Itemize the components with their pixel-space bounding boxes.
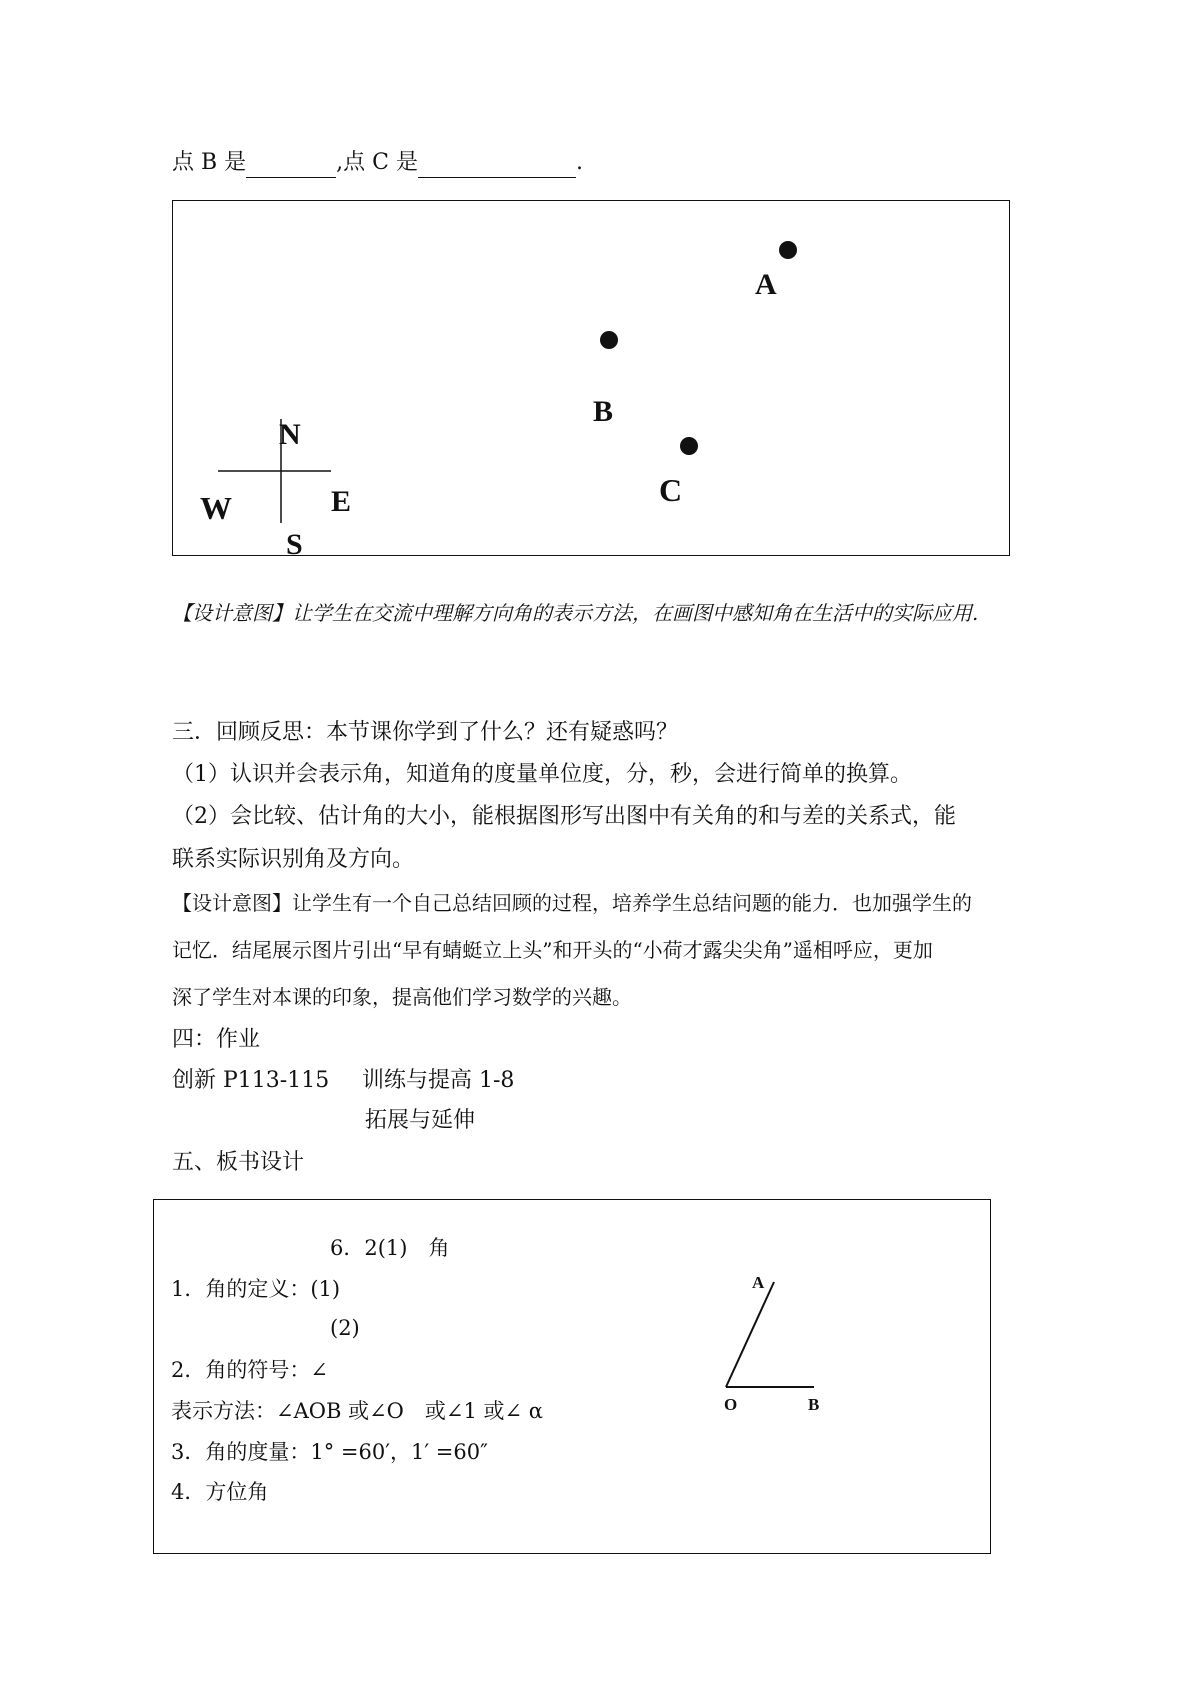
design-note-2-line2: 记忆．结尾展示图片引出“早有蜻蜓立上头”和开头的“小荷才露尖尖角”遥相呼应，更加 bbox=[172, 938, 933, 962]
section3-item2-line1: （2）会比较、估计角的大小，能根据图形写出图中有关角的和与差的关系式，能 bbox=[172, 804, 956, 829]
section3-heading: 三．回顾反思：本节课你学到了什么？还有疑惑吗？ bbox=[172, 720, 679, 745]
direction-map-svg bbox=[173, 201, 1011, 557]
compass-e-label: E bbox=[331, 485, 352, 518]
board-symbol: 2．角的符号：∠ bbox=[171, 1358, 328, 1382]
section5-heading: 五、板书设计 bbox=[172, 1150, 305, 1175]
compass-w-label: W bbox=[200, 490, 232, 526]
section3-item1: （1）认识并会表示角，知道角的度量单位度，分，秒，会进行简单的换算。 bbox=[172, 762, 912, 787]
design-note-2-line3: 深了学生对本课的印象，提高他们学习数学的兴趣。 bbox=[172, 985, 632, 1009]
point-c-label: C bbox=[659, 472, 683, 508]
design-note-2-line1: 【设计意图】让学生有一个自己总结回顾的过程，培养学生总结问题的能力．也加强学生的 bbox=[172, 891, 972, 915]
board-notation: 表示方法：∠AOB 或∠O 或∠1 或∠ α bbox=[171, 1399, 543, 1423]
angle-label-o: O bbox=[724, 1395, 738, 1414]
compass-s-label: S bbox=[286, 528, 303, 557]
section3-item2-line2: 联系实际识别角及方向。 bbox=[172, 847, 415, 872]
board-title: 6．2(1) 角 bbox=[330, 1236, 450, 1260]
homework-source: 创新 P113-115 bbox=[172, 1068, 330, 1093]
board-design-box bbox=[153, 1199, 991, 1554]
homework-item-2: 拓展与延伸 bbox=[365, 1108, 476, 1133]
board-definition-2: (2) bbox=[330, 1316, 360, 1340]
direction-map-figure bbox=[172, 200, 1010, 556]
point-c-dot bbox=[680, 437, 698, 455]
point-a-dot bbox=[779, 241, 797, 259]
point-a-label: A bbox=[755, 268, 777, 301]
homework-item-1: 训练与提高 1-8 bbox=[362, 1068, 515, 1093]
question-text-end: . bbox=[575, 150, 583, 175]
point-b-label: B bbox=[593, 395, 614, 428]
angle-label-a: A bbox=[752, 1273, 765, 1292]
section4-heading: 四：作业 bbox=[172, 1027, 261, 1052]
question-line bbox=[172, 148, 583, 178]
compass-n-label: N bbox=[279, 418, 301, 451]
angle-label-b: B bbox=[808, 1395, 820, 1414]
question-text-b: 点 B 是 bbox=[172, 150, 247, 175]
point-b-dot bbox=[600, 331, 618, 349]
board-measure: 3．角的度量：1° =60′，1′ =60″ bbox=[171, 1440, 488, 1464]
design-note-1: 【设计意图】让学生在交流中理解方向角的表示方法，在画图中感知角在生活中的实际应用. bbox=[172, 601, 979, 625]
angle-aob-diagram bbox=[684, 1260, 864, 1430]
board-bearing: 4．方位角 bbox=[171, 1480, 269, 1504]
ray-oa bbox=[726, 1282, 774, 1387]
answer-blank-c[interactable] bbox=[418, 155, 576, 178]
question-text-c: ,点 C 是 bbox=[336, 150, 418, 175]
answer-blank-b[interactable] bbox=[246, 155, 336, 178]
board-definition: 1．角的定义：(1) bbox=[171, 1277, 341, 1301]
